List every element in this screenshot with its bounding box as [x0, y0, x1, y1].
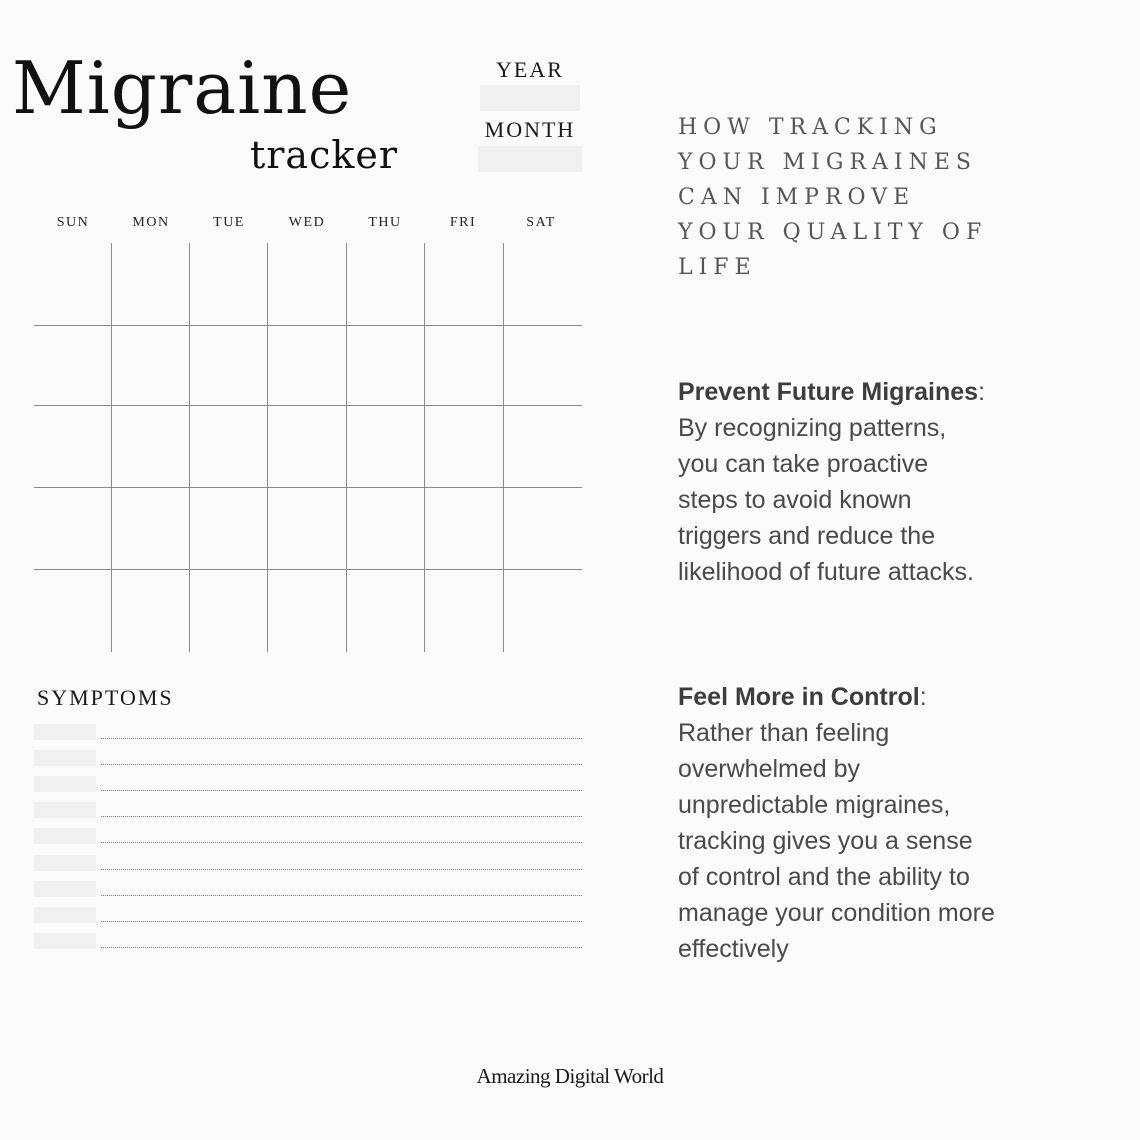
benefit-line: By recognizing patterns, — [678, 414, 947, 442]
symptom-row[interactable] — [34, 881, 582, 897]
symptom-line[interactable] — [101, 764, 582, 765]
grid-row-divider — [34, 569, 582, 570]
symptom-line[interactable] — [101, 790, 582, 791]
symptom-date-box[interactable] — [34, 802, 96, 818]
grid-column-divider — [189, 243, 190, 652]
weekday-mon: MON — [132, 215, 170, 230]
symptom-row[interactable] — [34, 776, 582, 792]
year-field[interactable] — [480, 85, 580, 111]
symptom-line[interactable] — [101, 738, 582, 739]
symptom-row[interactable] — [34, 828, 582, 844]
benefit-line: unpredictable migraines, — [678, 791, 951, 819]
symptom-line[interactable] — [101, 816, 582, 817]
benefit-line: triggers and reduce the — [678, 522, 936, 550]
benefit-line: manage your condition more — [678, 899, 995, 927]
weekday-wed: WED — [288, 215, 326, 230]
grid-column-divider — [503, 243, 504, 652]
symptom-line[interactable] — [101, 842, 582, 843]
symptom-date-box[interactable] — [34, 828, 96, 844]
weekday-header — [34, 215, 582, 233]
title-tracker: tracker — [250, 133, 399, 177]
benefit-title-colon: : — [978, 378, 986, 406]
symptom-date-box[interactable] — [34, 881, 96, 897]
grid-column-divider — [424, 243, 425, 652]
symptom-date-box[interactable] — [34, 776, 96, 792]
symptom-date-box[interactable] — [34, 855, 96, 871]
info-heading-line: YOUR QUALITY OF — [678, 220, 988, 245]
grid-column-divider — [111, 243, 112, 652]
weekday-sat: SAT — [526, 215, 556, 230]
symptom-line[interactable] — [101, 895, 582, 896]
benefit-line: overwhelmed by — [678, 755, 861, 783]
symptom-date-box[interactable] — [34, 750, 96, 766]
benefit-line: Rather than feeling — [678, 719, 890, 747]
benefit-line: likelihood of future attacks. — [678, 558, 974, 586]
symptom-row[interactable] — [34, 724, 582, 740]
title-migraine: Migraine — [12, 46, 353, 130]
symptom-line[interactable] — [101, 921, 582, 922]
benefit-prevent-migraines — [678, 374, 1058, 590]
info-heading — [678, 110, 998, 285]
weekday-thu: THU — [368, 215, 402, 230]
month-field[interactable] — [478, 146, 582, 172]
symptom-line[interactable] — [101, 947, 582, 948]
weekday-sun: SUN — [56, 215, 90, 230]
benefit-feel-in-control — [678, 679, 1058, 967]
benefit-title: Prevent Future Migraines — [678, 378, 979, 406]
benefit-title-line — [678, 679, 1058, 715]
grid-row-divider — [34, 325, 582, 326]
info-heading-line: CAN IMPROVE — [678, 185, 916, 210]
grid-column-divider — [346, 243, 347, 652]
symptoms-title: SYMPTOMS — [37, 685, 174, 710]
year-label: YEAR — [496, 57, 564, 82]
symptom-row[interactable] — [34, 855, 582, 871]
symptom-row[interactable] — [34, 750, 582, 766]
benefit-title-colon: : — [919, 683, 927, 711]
brand-signature: Amazing Digital World — [476, 1064, 664, 1088]
benefit-line: effectively — [678, 935, 789, 963]
month-label: MONTH — [484, 117, 576, 142]
symptom-row[interactable] — [34, 907, 582, 923]
weekday-tue: TUE — [213, 215, 245, 230]
symptom-date-box[interactable] — [34, 724, 96, 740]
benefit-line: you can take proactive — [678, 450, 929, 478]
grid-row-divider — [34, 487, 582, 488]
weekday-fri: FRI — [449, 215, 477, 230]
grid-row-divider — [34, 405, 582, 406]
grid-column-divider — [267, 243, 268, 652]
benefit-line: of control and the ability to — [678, 863, 970, 891]
info-heading-line: YOUR MIGRAINES — [678, 150, 977, 175]
symptom-row[interactable] — [34, 933, 582, 949]
info-heading-line: LIFE — [678, 255, 757, 280]
info-heading-line: HOW TRACKING — [678, 115, 943, 140]
benefit-title-line — [678, 374, 1058, 410]
symptom-row[interactable] — [34, 802, 582, 818]
symptom-date-box[interactable] — [34, 907, 96, 923]
benefit-title: Feel More in Control — [678, 683, 920, 711]
symptom-date-box[interactable] — [34, 933, 96, 949]
benefit-line: steps to avoid known — [678, 486, 912, 514]
symptom-line[interactable] — [101, 869, 582, 870]
benefit-line: tracking gives you a sense — [678, 827, 973, 855]
calendar-grid[interactable] — [34, 243, 582, 652]
